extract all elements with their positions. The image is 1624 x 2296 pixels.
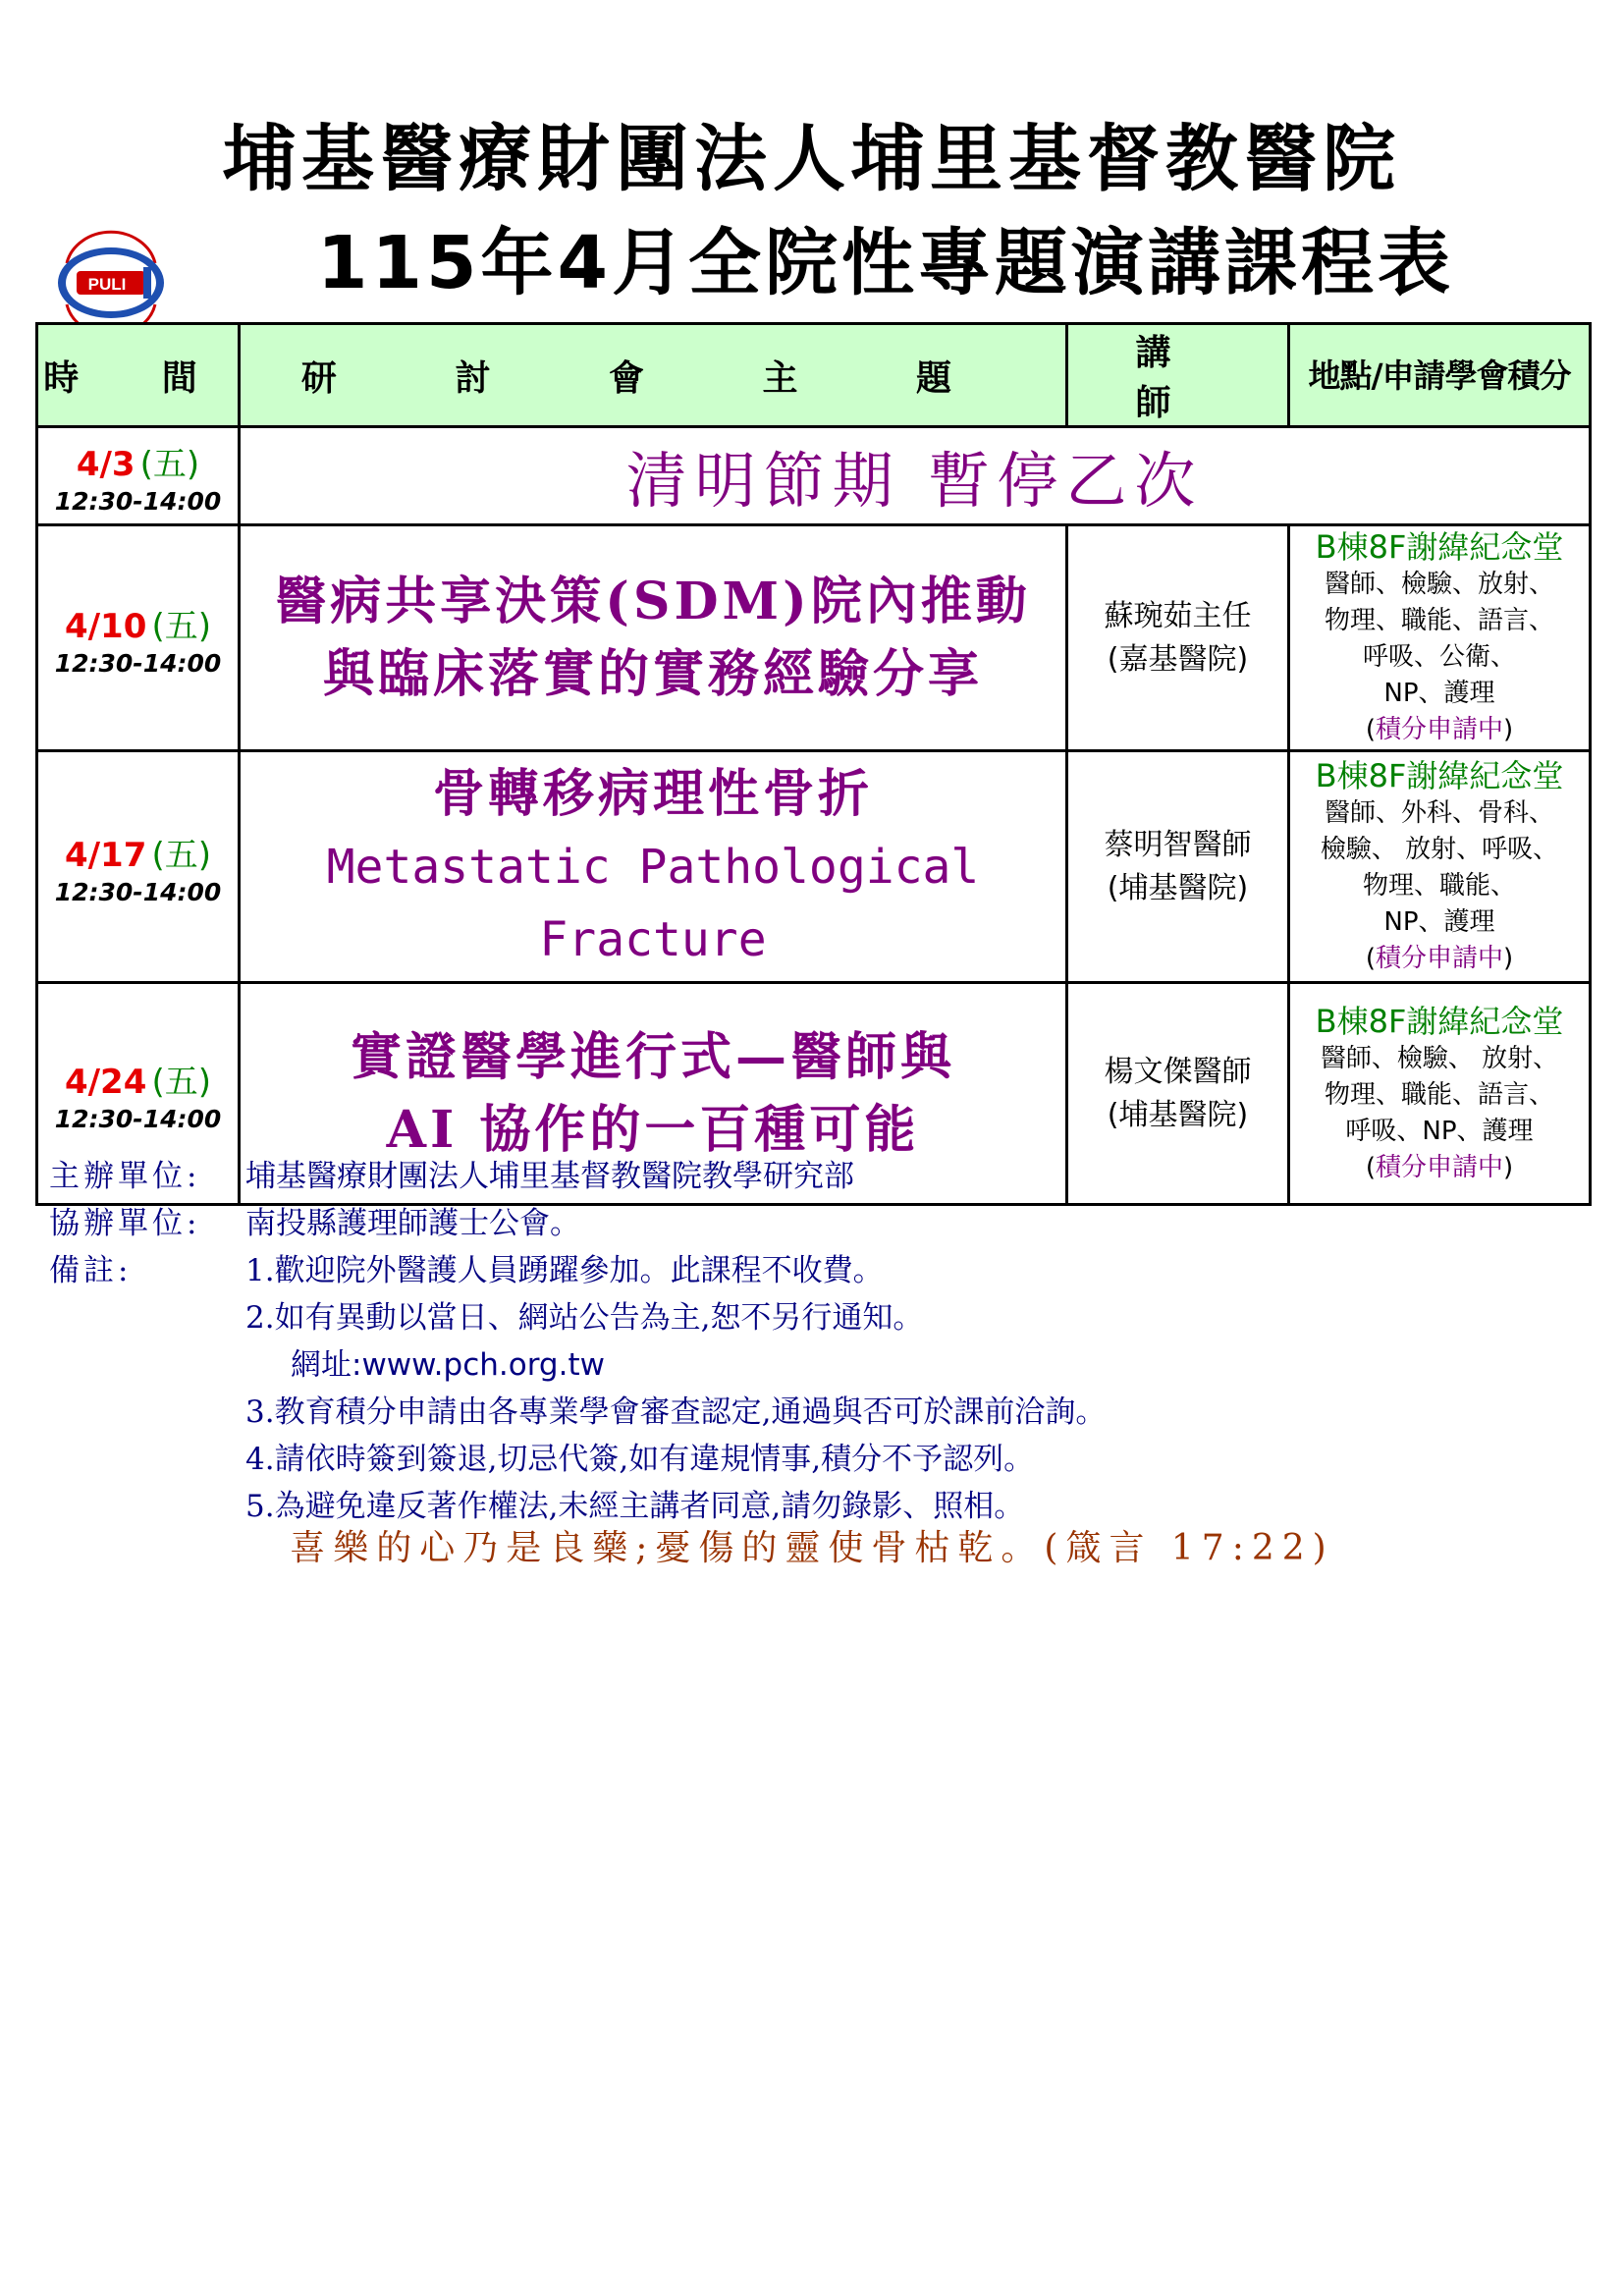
- session-date: 4/17: [64, 835, 147, 875]
- co-organizer-name: 南投縣護理師護士公會。: [245, 1206, 580, 1241]
- speaker-name: 蔡明智醫師: [1104, 827, 1252, 862]
- speaker-affiliation: (嘉基醫院): [1107, 641, 1249, 677]
- header-topic: 研 討 會 主 題: [240, 324, 1067, 427]
- venue: B棟8F謝緯紀念堂: [1315, 528, 1564, 566]
- topic-line: 實證醫學進行式—醫師與: [350, 1026, 955, 1087]
- topic-line: AI 協作的一百種可能: [386, 1099, 920, 1160]
- session-day: (五): [139, 444, 200, 484]
- hospital-title: 埔基醫療財團法人埔里基督教醫院: [223, 117, 1401, 201]
- session-day: (五): [151, 835, 211, 875]
- session-time: 12:30-14:00: [54, 877, 222, 906]
- table-row: [37, 427, 1591, 525]
- credit-line: 物理、職能、: [1362, 871, 1516, 901]
- session-time: 12:30-14:00: [54, 1104, 222, 1133]
- schedule-table: [35, 322, 1592, 1206]
- credit-line: 醫師、檢驗、 放射、: [1320, 1043, 1559, 1073]
- credit-line: 物理、職能、語言、: [1324, 606, 1554, 635]
- schedule-title: 115年4月全院性專題演講課程表: [317, 221, 1454, 305]
- speaker-name: 蘇琬茹主任: [1104, 598, 1252, 633]
- cancellation-notice: 清明節期 暫停乙次: [240, 427, 1591, 525]
- topic-line-english: Metastatic Pathological: [326, 839, 980, 895]
- credit-line: 物理、職能、語言、: [1324, 1079, 1554, 1110]
- session-date: 4/3: [76, 444, 135, 484]
- note-item: 1.歡迎院外醫護人員踴躍參加。此課程不收費。: [245, 1253, 884, 1288]
- speaker-affiliation: (埔基醫院): [1107, 870, 1249, 905]
- header-location: 地點/申請學會積分: [1289, 324, 1591, 427]
- co-organizer-line: [49, 1200, 1581, 1247]
- note-item: 5.為避免違反著作權法,未經主講者同意,請勿錄影、照相。: [245, 1489, 1025, 1524]
- website-link[interactable]: www.pch.org.tw: [361, 1347, 605, 1383]
- credit-line: 呼吸、公衛、: [1362, 642, 1516, 672]
- topic-cell: [240, 525, 1067, 751]
- speaker-name: 楊文傑醫師: [1104, 1054, 1252, 1089]
- credit-line: NP、護理: [1383, 679, 1495, 708]
- header-speaker: 講 師: [1067, 324, 1289, 427]
- organizer-name: 埔基醫療財團法人埔里基督教醫院教學研究部: [245, 1159, 854, 1194]
- session-date: 4/10: [64, 606, 147, 646]
- session-time: 12:30-14:00: [54, 486, 222, 516]
- location-cell: [1289, 525, 1591, 751]
- table-row: [37, 751, 1591, 983]
- topic-line: 醫病共享決策(SDM)院內推動: [275, 571, 1031, 631]
- topic-cell: [240, 751, 1067, 983]
- topic-line-english: Fracture: [539, 911, 767, 967]
- speaker-cell: [1067, 751, 1289, 983]
- session-day: (五): [151, 1062, 211, 1102]
- credit-status: (積分申請中): [1365, 944, 1514, 973]
- organizer-line: [49, 1153, 1581, 1200]
- table-header-row: [37, 324, 1591, 427]
- speaker-affiliation: (埔基醫院): [1107, 1097, 1249, 1132]
- header-time: 時 間: [37, 324, 240, 427]
- note-item: 2.如有異動以當日、網站公告為主,恕不另行通知。: [245, 1300, 924, 1336]
- svg-text:PULI: PULI: [87, 275, 127, 294]
- session-day: (五): [151, 606, 211, 646]
- date-cell: [37, 751, 240, 983]
- credit-line: 醫師、檢驗、放射、: [1324, 570, 1554, 599]
- table-row: [37, 525, 1591, 751]
- bible-verse: 喜樂的心乃是良藥;憂傷的靈使骨枯乾。(箴言 17:22): [290, 1528, 1334, 1568]
- organizer-label: 主辦單位:: [49, 1159, 201, 1194]
- notes-label: 備註:: [49, 1253, 133, 1288]
- date-cell: [37, 525, 240, 751]
- speaker-cell: [1067, 525, 1289, 751]
- date-cell: [37, 427, 240, 525]
- venue: B棟8F謝緯紀念堂: [1315, 757, 1564, 794]
- url-label: 網址:: [291, 1347, 362, 1383]
- credit-status: (積分申請中): [1365, 715, 1514, 744]
- session-time: 12:30-14:00: [54, 648, 222, 678]
- notes-line: [49, 1247, 1581, 1294]
- location-cell: [1289, 751, 1591, 983]
- topic-line: 與臨床落實的實務經驗分享: [322, 643, 983, 704]
- venue: B棟8F謝緯紀念堂: [1315, 1002, 1564, 1040]
- footer-notes: [49, 1153, 1581, 1530]
- credit-status: (積分申請中): [1365, 1152, 1514, 1182]
- note-item: 3.教育積分申請由各專業學會審查認定,通過與否可於課前洽詢。: [245, 1394, 1107, 1430]
- credit-line: 醫師、外科、骨科、: [1324, 798, 1554, 828]
- session-date: 4/24: [64, 1062, 147, 1102]
- credit-line: 呼吸、NP、護理: [1345, 1116, 1534, 1146]
- credit-line: 檢驗、 放射、呼吸、: [1320, 835, 1559, 864]
- note-item: 4.請依時簽到簽退,切忌代簽,如有違規情事,積分不予認列。: [245, 1442, 1035, 1477]
- credit-line: NP、護理: [1383, 907, 1495, 937]
- co-organizer-label: 協辦單位:: [49, 1206, 201, 1241]
- topic-line: 骨轉移病理性骨折: [432, 763, 873, 824]
- url-line: [49, 1341, 1581, 1389]
